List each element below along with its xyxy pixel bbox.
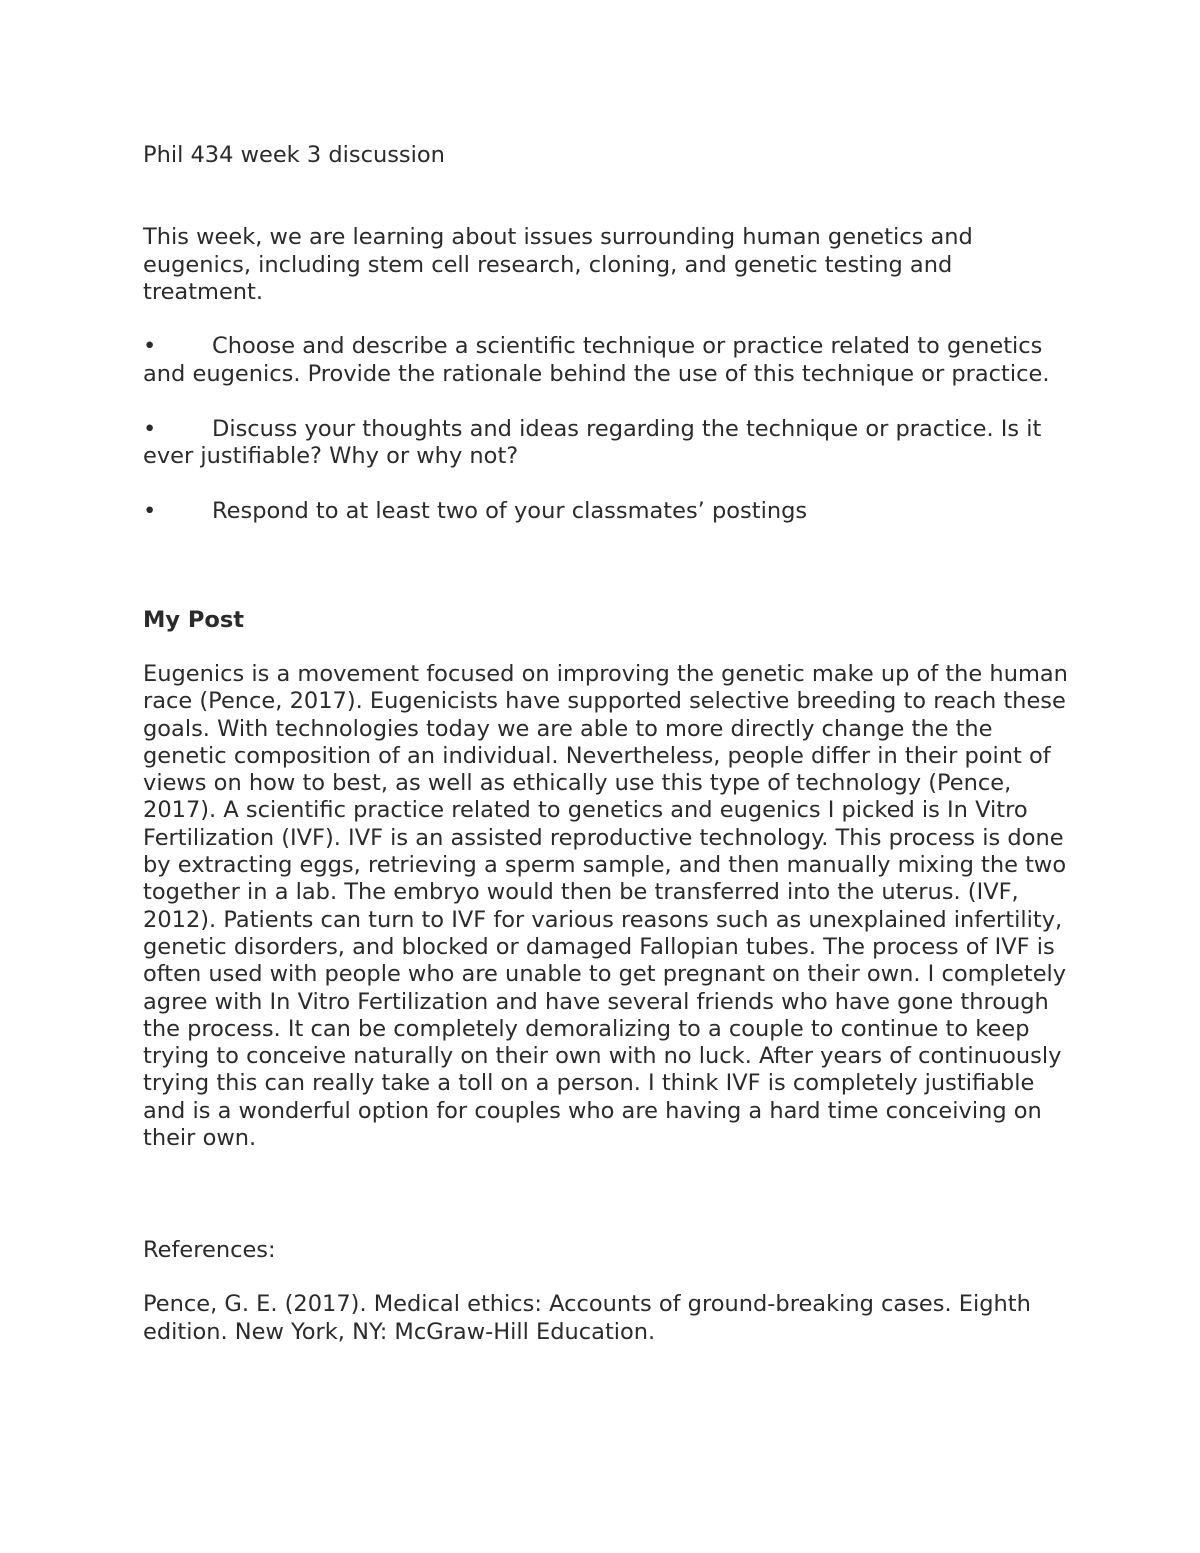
bullet-text: Discuss your thoughts and ideas regarding the technique or practice. Is it ever justifiable? Why or why not?: [143, 415, 1042, 469]
prompt-bullet-list: [143, 333, 1068, 553]
intro-paragraph: This week, we are learning about issues surrounding human genetics and eugenics, including stem cell research, cloning, and genetic testing and treatment.: [143, 224, 973, 305]
bullet-text: Choose and describe a scientific technique or practice related to genetics and eugenics. Provide the rationale behind the use of this technique or practice.: [143, 333, 1050, 387]
bullet-item: [143, 333, 1068, 388]
references-heading: References:: [143, 1237, 276, 1263]
bullet-item: [143, 498, 1068, 526]
document-title: Phil 434 week 3 discussion: [143, 142, 445, 168]
bullet-item: [143, 416, 1068, 471]
bullet-text: Respond to at least two of your classmates’ postings: [212, 498, 808, 524]
reference-entry: Pence, G. E. (2017). Medical ethics: Accounts of ground-breaking cases. Eighth edition. New York, NY: McGraw-Hill Education.: [143, 1291, 1031, 1345]
post-heading: My Post: [143, 607, 244, 633]
post-body-paragraph: Eugenics is a movement focused on improving the genetic make up of the human race (Pence, 2017). Eugenicists have supported selective breeding to reach these goals. With technologies today we are able to more directly change the the genetic composition of an individual. Nevertheless, people differ in their point of views on how to best, as well as ethically use this type of technology (Pence, 2017). A scientific practice related to genetics and eugenics I picked is In Vitro Fertilization (IVF). IVF is an assisted reproductive technology. This process is done by extracting eggs, retrieving a sperm sample, and then manually mixing the two together in a lab. The embryo would then be transferred into the uterus. (IVF, 2012). Patients can turn to IVF for various reasons such as unexplained infertility, genetic disorders, and blocked or damaged Fallopian tubes. The process of IVF is often used with people who are unable to get pregnant on their own. I completely agree with In Vitro Fertilization and have several friends who have gone through the process. It can be completely demoralizing to a couple to continue to keep trying to conceive naturally on their own with no luck. After years of continuously trying this can really take a toll on a person. I think IVF is completely justifiable and is a wonderful option for couples who are having a hard time conceiving on their own.: [143, 661, 1068, 1152]
bullet-icon: •: [143, 415, 157, 442]
bullet-icon: •: [143, 333, 157, 359]
bullet-icon: •: [143, 498, 157, 524]
